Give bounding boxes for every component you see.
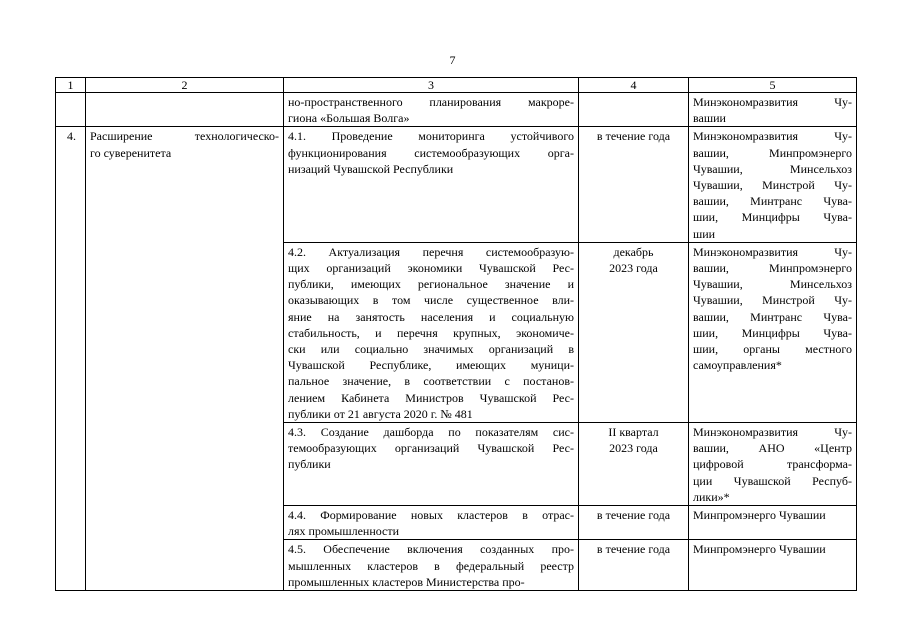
term-line: в течение года — [596, 508, 671, 523]
action-line: но-пространственного планирования макроре- — [288, 95, 574, 109]
executor-line: вашии — [693, 111, 726, 126]
header-col-3: 3 — [284, 78, 579, 93]
action-line: мышленных кластеров в федеральный реестр — [288, 558, 574, 573]
continuation-row — [56, 93, 857, 127]
executor-line: шии, органы местного — [693, 342, 852, 357]
action-cell — [284, 423, 579, 506]
section-title-line: Расширение технологическо- — [90, 129, 279, 144]
action-cell — [284, 242, 579, 422]
action-line: пальное значение, в соответствии с постанов- — [288, 374, 574, 389]
action-line: функционирования системообразующих орга- — [288, 145, 574, 160]
executor-line: Минпромэнерго Чувашии — [693, 542, 826, 557]
term-cell — [579, 423, 689, 506]
action-line: гиона «Большая Волга» — [288, 111, 410, 126]
term-cell — [579, 242, 689, 422]
executor-line: вашии, Минпромэнерго — [693, 261, 852, 276]
action-line: ски или социально значимых организаций в — [288, 342, 574, 357]
executor-line: ции Чувашской Респуб- — [693, 473, 852, 488]
action-line: публики — [288, 457, 331, 472]
action-line: лением Кабинета Министров Чувашской Рес- — [288, 390, 574, 405]
continuation-term-cell — [579, 93, 689, 127]
plan-table — [55, 77, 857, 591]
header-col-1: 1 — [56, 78, 86, 93]
executor-line: шии, Минцифры Чува- — [693, 325, 852, 340]
executor-line: вашии, Минтранс Чува- — [693, 309, 852, 324]
executor-line: Чувашии, Минстрой Чу- — [693, 178, 852, 193]
executor-line: вашии, Минпромэнерго — [693, 145, 852, 160]
term-cell — [579, 127, 689, 242]
term-line: в течение года — [596, 542, 671, 557]
executor-line: самоуправления* — [693, 358, 782, 373]
section-title-cell — [86, 127, 284, 591]
action-line: щих организаций экономики Чувашской Рес- — [288, 261, 574, 276]
continuation-executor-cell — [689, 93, 857, 127]
executor-line: Минэкономразвития Чу- — [693, 244, 852, 259]
continuation-title-cell — [86, 93, 284, 127]
action-cell — [284, 127, 579, 242]
executor-line: лики»* — [693, 489, 730, 504]
action-line: темообразующих организаций Чувашской Рес- — [288, 441, 574, 456]
executor-line: Чувашии, Минсельхоз — [693, 161, 852, 176]
term-cell — [579, 540, 689, 591]
action-line: публики, имеющих региональное значение и — [288, 277, 574, 292]
executor-cell — [689, 540, 857, 591]
action-line: 4.2. Актуализация перечня системообразую- — [288, 244, 574, 259]
term-line: 2023 года — [609, 261, 658, 276]
executor-line: Минпромэнерго Чувашии — [693, 508, 826, 523]
executor-line: Чувашии, Минстрой Чу- — [693, 293, 852, 308]
term-cell — [579, 506, 689, 540]
action-cell — [284, 506, 579, 540]
continuation-action-cell — [284, 93, 579, 127]
executor-line: Минэкономразвития Чу- — [693, 425, 852, 440]
header-col-2: 2 — [86, 78, 284, 93]
action-line: низаций Чувашской Республики — [288, 161, 454, 176]
term-line: декабрь — [613, 244, 654, 259]
action-cell — [284, 540, 579, 591]
table-header-row — [56, 78, 857, 93]
section-title-line: го суверенитета — [90, 145, 172, 160]
action-line: стабильность, и перечня крупных, экономиче- — [288, 325, 574, 340]
executor-line: Чувашии, Минсельхоз — [693, 277, 852, 292]
action-line: лях промышленности — [288, 524, 400, 539]
executor-line: вашии, Минтранс Чува- — [693, 194, 852, 209]
action-line: 4.1. Проведение мониторинга устойчивого — [288, 129, 574, 144]
continuation-number-cell — [56, 93, 86, 127]
page-number: 7 — [449, 53, 456, 67]
executor-line: шии — [693, 226, 716, 241]
executor-cell — [689, 127, 857, 242]
executor-cell — [689, 423, 857, 506]
executor-line: Минэкономразвития Чу- — [693, 95, 852, 109]
term-line: в течение года — [596, 129, 671, 144]
executor-line: вашии, АНО «Центр — [693, 441, 852, 456]
action-line: 4.5. Обеспечение включения созданных про- — [288, 542, 574, 557]
section-number-cell — [56, 127, 86, 591]
term-line: II квартал — [608, 425, 659, 440]
executor-line: Минэкономразвития Чу- — [693, 129, 852, 144]
section-number: 4. — [67, 129, 76, 144]
action-line: публики от 21 августа 2020 г. № 481 — [288, 406, 473, 421]
executor-line: шии, Минцифры Чува- — [693, 210, 852, 225]
header-col-5: 5 — [689, 78, 857, 93]
action-line: Чувашской Республике, имеющих муници- — [288, 358, 574, 373]
executor-cell — [689, 506, 857, 540]
table-row — [56, 127, 857, 242]
action-line: оказывающих в том числе существенное вли- — [288, 293, 574, 308]
action-line: 4.4. Формирование новых кластеров в отрас- — [288, 508, 574, 523]
executor-line: цифровой трансформа- — [693, 457, 852, 472]
executor-cell — [689, 242, 857, 422]
term-line: 2023 года — [609, 441, 658, 456]
header-col-4: 4 — [579, 78, 689, 93]
action-line: промышленных кластеров Министерства про- — [288, 574, 525, 589]
action-line: 4.3. Создание дашборда по показателям сис- — [288, 425, 574, 440]
action-line: яние на занятость населения и социальную — [288, 309, 574, 324]
